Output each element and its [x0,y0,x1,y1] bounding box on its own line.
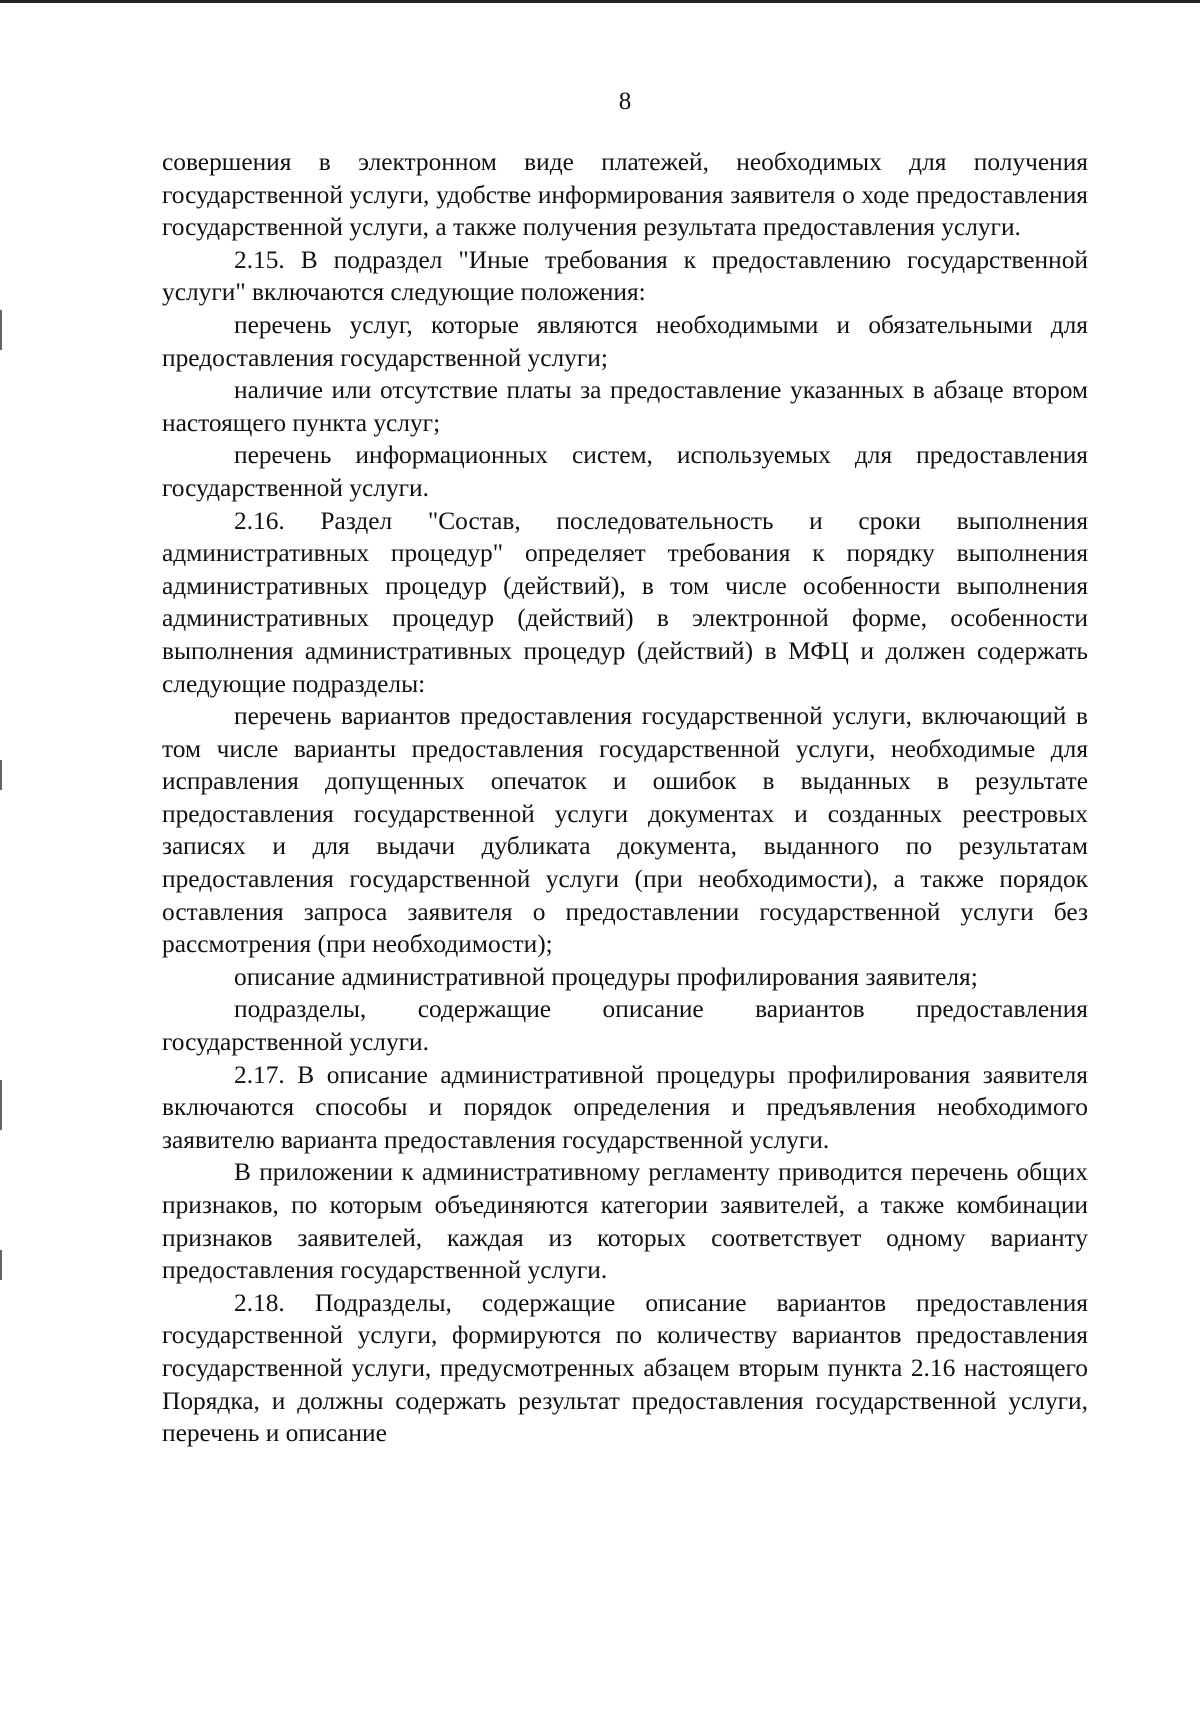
document-body [162,146,1088,1450]
paragraph-2-17: 2.17. В описание административной процедуры профилирования заявителя включаются способы и порядок определения и предъявления необходимого заявителю варианта предоставления государственной услуги. [162,1060,1088,1154]
scan-left-mark [0,760,2,790]
paragraph-services-list: перечень услуг, которые являются необходимыми и обязательными для предоставления государственной услуги; [162,310,1088,372]
paragraph-2-15: 2.15. В подраздел "Иные требования к предоставлению государственной услуги" включаются следующие положения: [162,245,1088,307]
paragraph-2-18: 2.18. Подразделы, содержащие описание вариантов предоставления государственной услуги, формируются по количеству вариантов предоставления государственной услуги, предусмотренных абзацем вторым пункта 2.16 настоящего Порядка, и должны содержать результат предоставления государственной услуги, перечень и описание [162,1288,1088,1448]
page-number: 8 [618,88,632,115]
paragraph-subsections: подразделы, содержащие описание вариантов предоставления государственной услуги. [162,995,1088,1057]
paragraph-continuation: совершения в электронном виде платежей, необходимых для получения государственной услуги, удобстве информирования заявителя о ходе предоставления государственной услуги, а также получения результата предоставления услуги. [162,148,1088,242]
scan-left-mark [0,310,2,350]
scan-left-mark [0,1080,2,1130]
paragraph-appendix: В приложении к административному регламенту приводится перечень общих признаков, по которым объединяются категории заявителей, а также комбинации признаков заявителей, каждая из которых соответствует одному варианту предоставления государственной услуги. [162,1158,1088,1285]
paragraph-profiling: описание административной процедуры профилирования заявителя; [234,962,978,991]
paragraph-2-16: 2.16. Раздел "Состав, последовательность и сроки выполнения административных процедур" определяет требования к порядку выполнения административных процедур (действий), в том числе особенности выполнения административных процедур (действий) в электронной форме, особенности выполнения административных процедур (действий) в МФЦ и должен содержать следующие подразделы: [162,506,1088,698]
scan-left-mark [0,1250,2,1280]
paragraph-info-systems: перечень информационных систем, используемых для предоставления государственной услуги. [162,441,1088,502]
paragraph-variants-list: перечень вариантов предоставления государственной услуги, включающий в том числе варианты предоставления государственной услуги, необходимые для исправления допущенных опечаток и ошибок в выданных в результате предоставления государственной услуги документах и созданных реестровых записях и для выдачи дубликата документа, выданного по результатам предоставления государственной услуги (при необходимости), а также порядок оставления запроса заявителя о предоставлении государственной услуги без рассмотрения (при необходимости); [162,702,1088,959]
paragraph-payment: наличие или отсутствие платы за предоставление указанных в абзаце втором настоящего пункта услуг; [162,376,1088,437]
scan-top-edge [0,0,1200,3]
